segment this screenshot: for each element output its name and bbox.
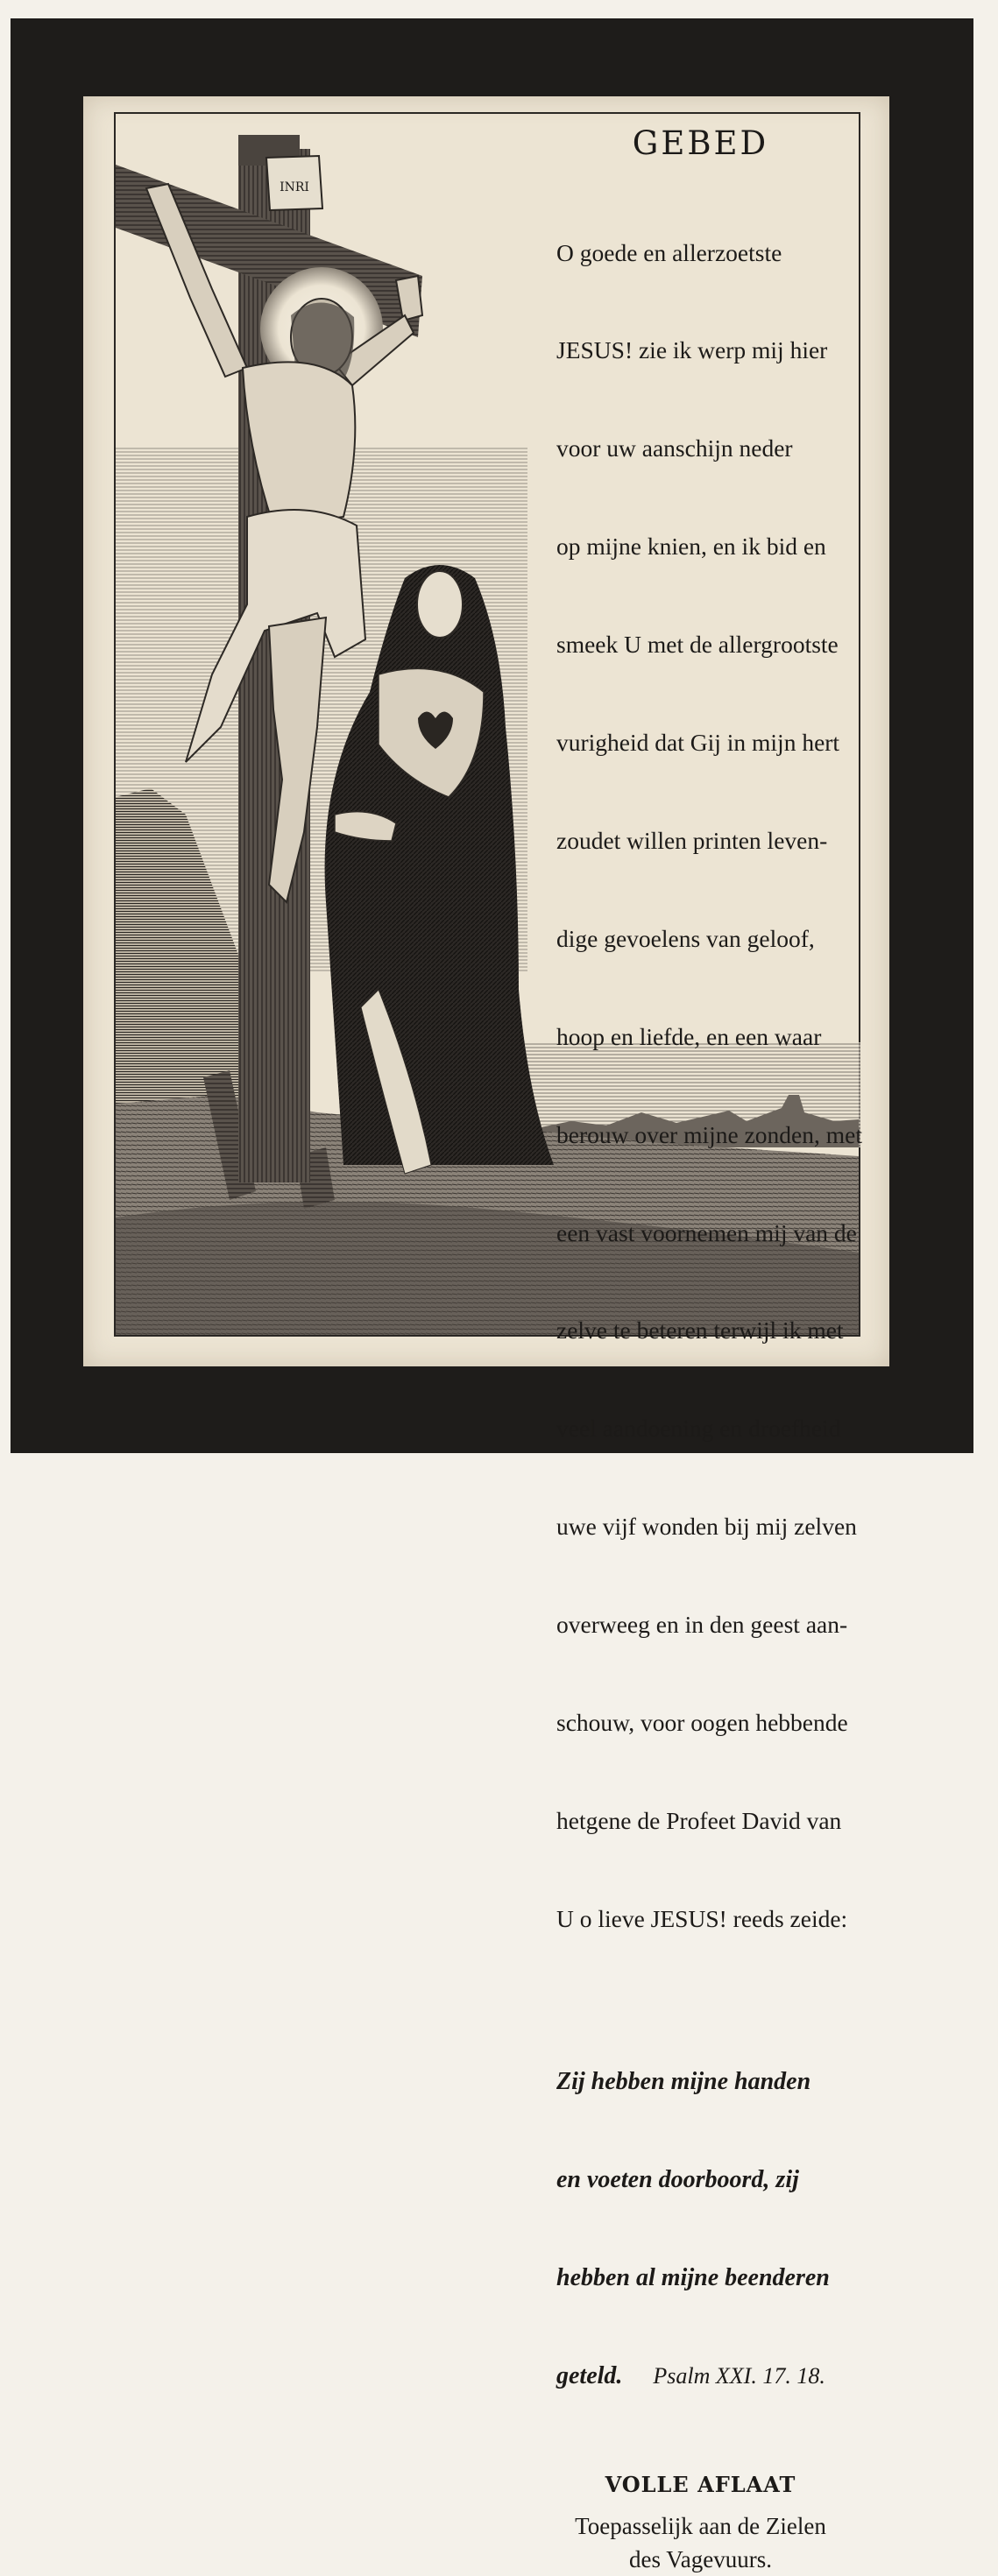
prayer-line: JESUS! zie ik werp mij hier [556,336,828,364]
prayer-line: zelve te beteren terwijl ik met [556,1316,844,1344]
prayer-title: GEBED [632,124,769,162]
prayer-line: overweeg en in den geest aan- [556,1611,848,1639]
prayer-line: hetgene de Profeet David van [556,1806,842,1834]
psalm-line: Zij hebben mijne handen [556,2068,811,2096]
psalm-line: en voeten doorboord, zij [556,2166,799,2194]
prayer-line: vurigheid dat Gij in mijn hert [556,729,840,757]
psalm-line: geteld. [556,2361,623,2389]
prayer-line: veel aandoening en droefheid [556,1415,841,1443]
prayer-body [556,171,862,2001]
prayer-line: uwe vijf wonden bij mij zelven [556,1513,857,1541]
prayer-line: berouw over mijne zonden, met [556,1120,862,1148]
psalm-quote [556,2001,852,2458]
prayer-line: hoop en liefde, en een waar [556,1022,822,1050]
applicable-line: Toepasselijk aan de Zielen [575,2512,826,2539]
prayer-line: U o lieve JESUS! reeds zeide: [556,1904,848,1932]
applicable-note [549,2509,852,2576]
engraving-frame [114,112,862,2572]
prayer-line: op mijne knien, en ik bid en [556,533,826,561]
prayer-line: zoudet willen printen leven- [556,826,828,854]
prayer-line: een vast voornemen mij van de [556,1218,857,1246]
psalm-reference: Psalm XXI. 17. 18. [653,2362,825,2389]
prayer-line: O goede en allerzoetste [556,238,782,266]
indulgence-heading: VOLLE AFLAAT [605,2471,796,2497]
prayer-line: smeek U met de allergrootste [556,631,839,659]
applicable-line: des Vagevuurs. [629,2545,772,2572]
prayer-line: dige gevoelens van geloof, [556,924,815,952]
prayer-text-panel [549,124,862,2576]
inri-text: INRI [280,180,309,194]
prayer-line: schouw, voor oogen hebbende [556,1708,848,1736]
prayer-line: voor uw aanschijn neder [556,434,793,462]
psalm-line: hebben al mijne beenderen [556,2264,830,2291]
psalm-line-last [556,2360,852,2392]
